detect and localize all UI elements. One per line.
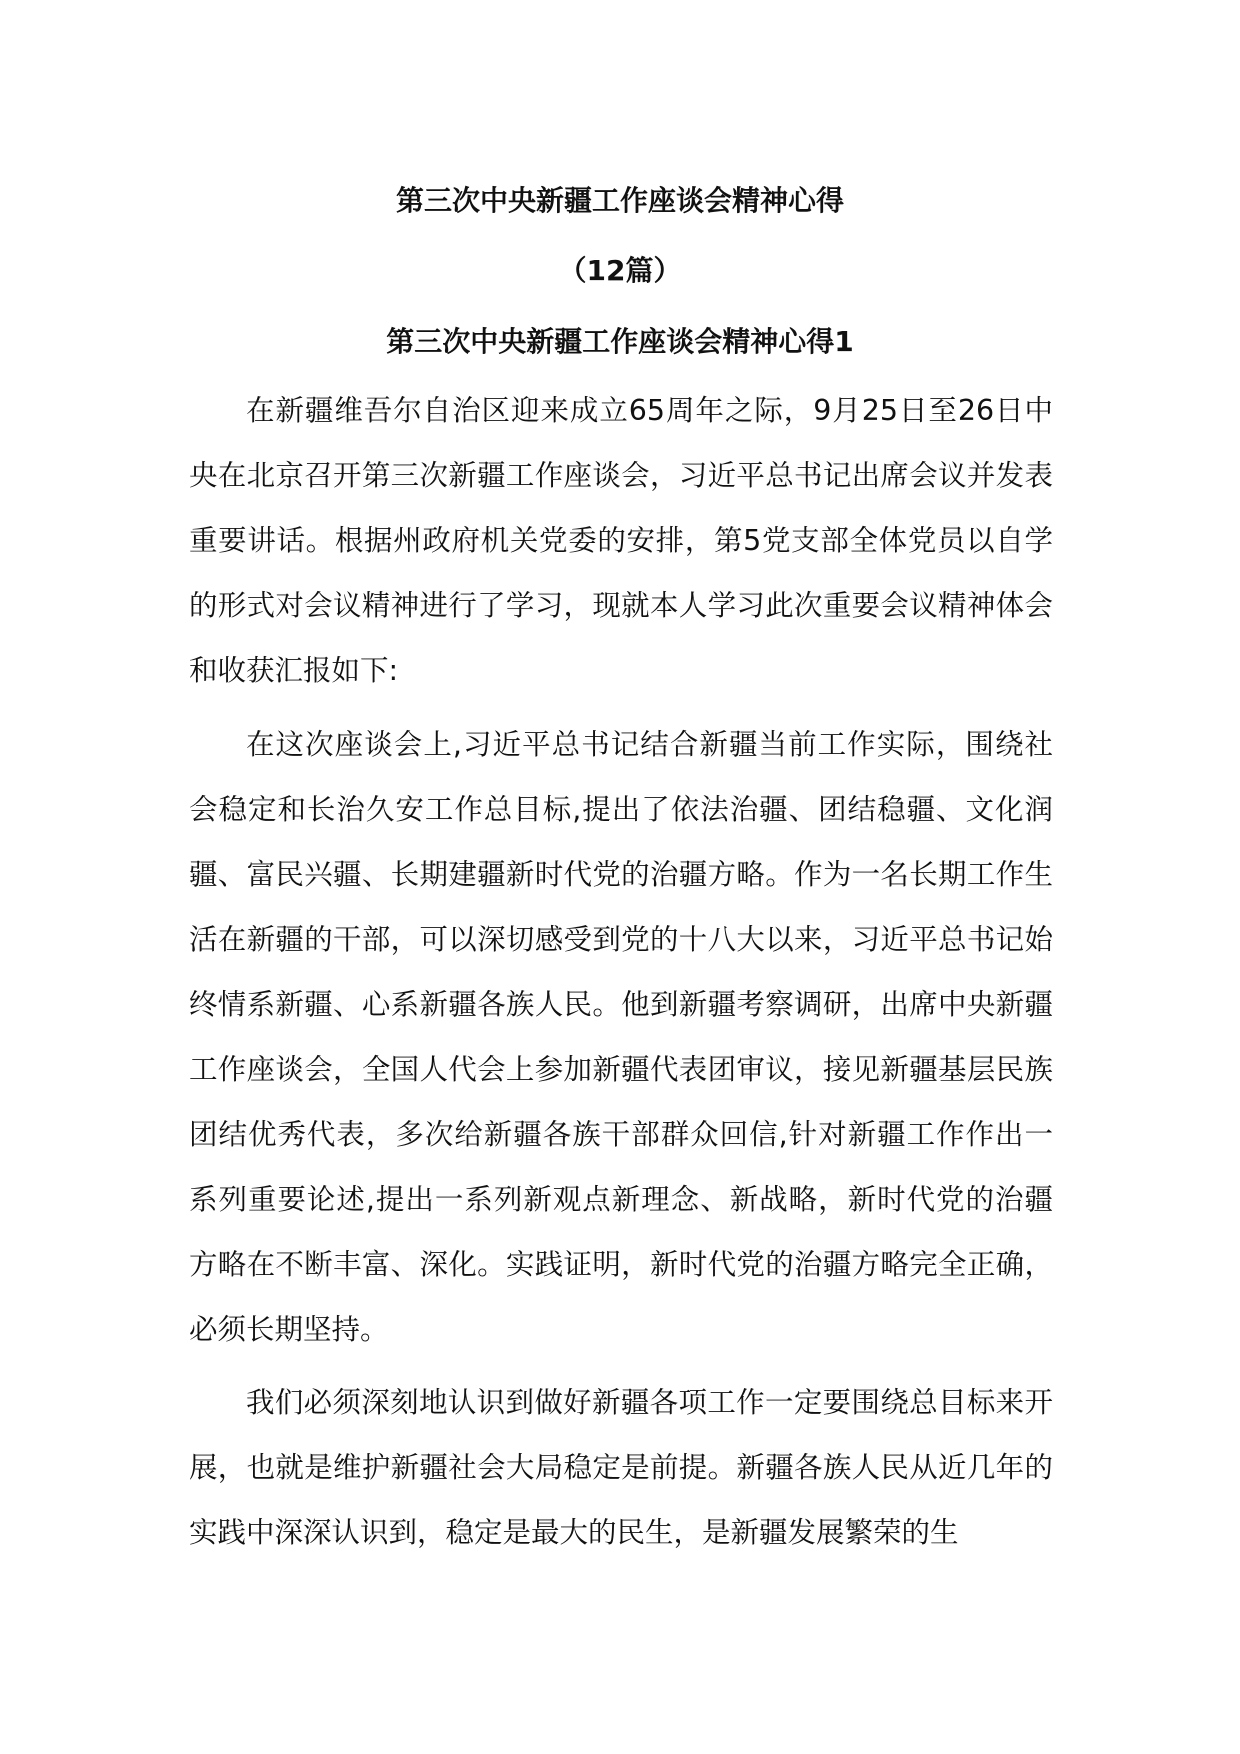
body-paragraph: 在新疆维吾尔自治区迎来成立65周年之际，9月25日至26日中央在北京召开第三次新疆工作座谈会，习近平总书记出席会议并发表重要讲话。根据州政府机关党委的安排，第5党支部全体党员以自学的形式对会议精神进行了学习，现就本人学习此次重要会议精神体会和收获汇报如下: xyxy=(189,394,1053,687)
section-heading: 第三次中央新疆工作座谈会精神心得1 xyxy=(386,325,854,358)
document-title: 第三次中央新疆工作座谈会精神心得 xyxy=(395,184,844,217)
document-subtitle: （12篇） xyxy=(558,254,682,287)
body-paragraph: 我们必须深刻地认识到做好新疆各项工作一定要围绕总目标来开展，也就是维护新疆社会大局稳定是前提。新疆各族人民从近几年的实践中深深认识到，稳定是最大的民生，是新疆发展繁荣的生 xyxy=(189,1386,1053,1549)
body-paragraph: 在这次座谈会上,习近平总书记结合新疆当前工作实际，围绕社会稳定和长治久安工作总目标,提出了依法治疆、团结稳疆、文化润疆、富民兴疆、长期建疆新时代党的治疆方略。作为一名长期工作生活在新疆的干部，可以深切感受到党的十八大以来，习近平总书记始终情系新疆、心系新疆各族人民。他到新疆考察调研，出席中央新疆工作座谈会，全国人代会上参加新疆代表团审议，接见新疆基层民族团结优秀代表，多次给新疆各族干部群众回信,针对新疆工作作出一系列重要论述,提出一系列新观点新理念、新战略，新时代党的治疆方略在不断丰富、深化。实践证明，新时代党的治疆方略完全正确，必须长期坚持。 xyxy=(189,728,1053,1346)
